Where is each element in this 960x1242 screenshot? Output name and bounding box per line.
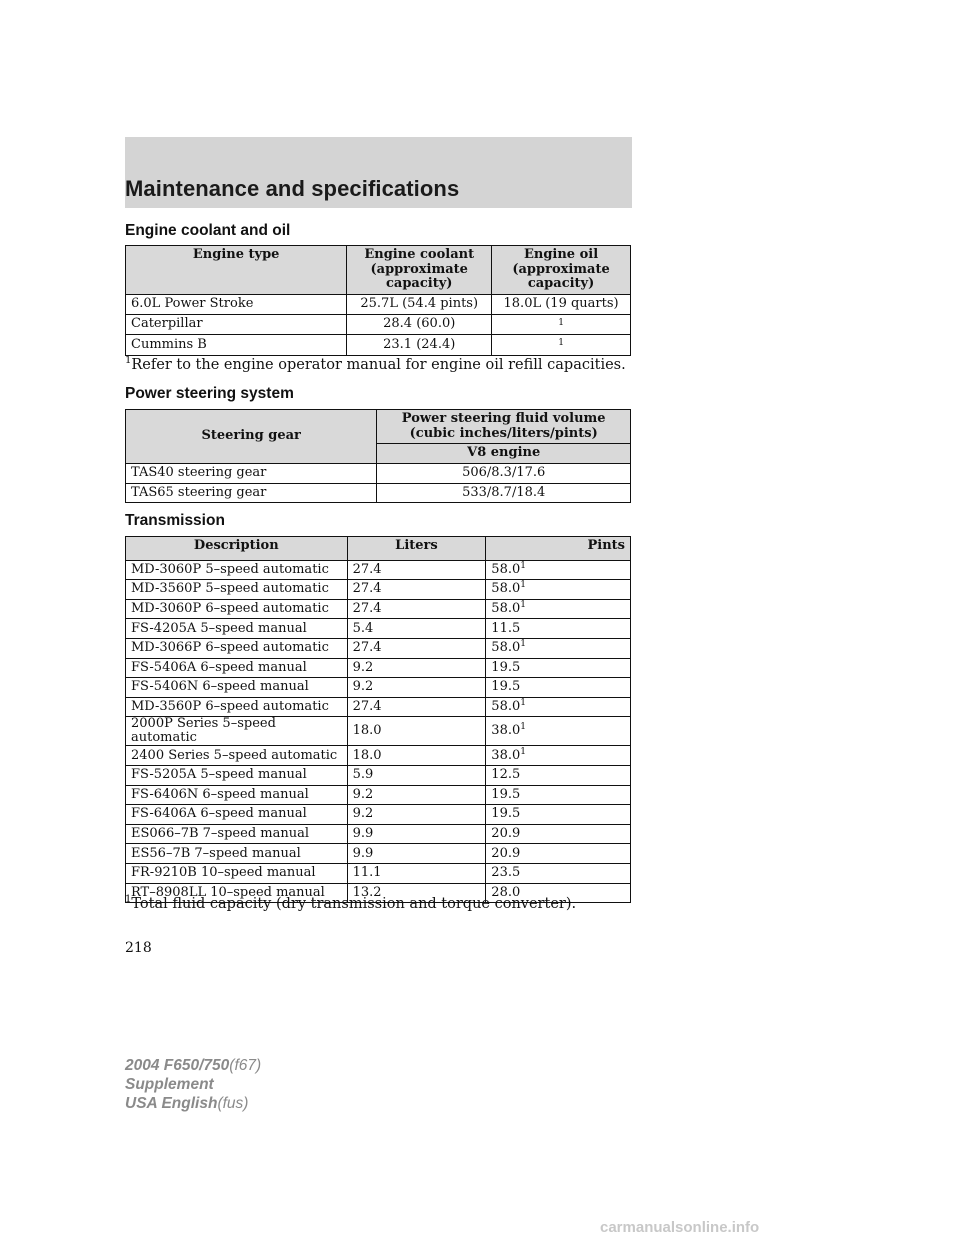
pints-value: 19.5 [491,806,521,822]
description-cell: FS-6406A 6–speed manual [126,805,348,825]
coolant-oil-table [125,245,631,356]
liters-cell: 13.2 [347,883,486,903]
footer-line-supplement [125,1075,261,1094]
footer-line-language [125,1094,261,1113]
footer-line-model [125,1056,261,1075]
description-cell: ES56–7B 7–speed manual [126,844,348,864]
description-cell: MD-3560P 6–speed automatic [126,697,348,717]
header-pints: Pints [486,537,631,561]
engine-type-cell: 6.0L Power Stroke [126,295,347,315]
table-row [126,785,631,805]
footer-supplement: Supplement [125,1076,214,1093]
liters-cell: 9.2 [347,785,486,805]
document-footer [125,1056,261,1113]
table-row [126,464,631,484]
table-row [126,560,631,580]
oil-capacity-cell [492,295,631,315]
pints-cell [486,619,631,639]
oil-capacity-cell [492,335,631,356]
steering-gear-cell: TAS65 steering gear [126,483,377,503]
liters-cell: 9.9 [347,844,486,864]
table-row [126,746,631,766]
pints-value: 58.0 [491,699,521,715]
oil-footnote-mark: 1 [558,338,564,349]
header-fluid-volume: Power steering fluid volume (cubic inches/liters/pints) [377,410,631,444]
liters-cell: 5.4 [347,619,486,639]
description-cell: MD-3060P 5–speed automatic [126,560,348,580]
liters-cell: 9.9 [347,824,486,844]
pints-value: 19.5 [491,786,521,802]
footnote-text: Refer to the engine operator manual for engine oil refill capacities. [131,357,626,373]
liters-cell: 5.9 [347,765,486,785]
header-liters: Liters [347,537,486,561]
engine-type-cell: Caterpillar [126,314,347,335]
pints-footnote-mark: 1 [520,746,526,757]
table-header-row [126,246,631,295]
table-row [126,314,631,335]
description-cell: FR-9210B 10–speed manual [126,863,348,883]
footnote-mark: 1 [125,355,132,366]
footnote-text: Total fluid capacity (dry transmission and torque converter). [131,896,577,912]
pints-value: 58.0 [491,581,521,597]
footer-model-code: (f67) [229,1057,262,1074]
footer-language: USA English [125,1095,218,1112]
table-row [126,824,631,844]
description-cell: MD-3066P 6–speed automatic [126,638,348,658]
liters-cell: 18.0 [347,746,486,766]
pints-cell [486,678,631,698]
pints-value: 19.5 [491,659,521,675]
pints-value: 38.0 [491,747,521,763]
pints-value: 23.5 [491,865,521,881]
pints-value: 19.5 [491,679,521,695]
pints-cell [486,599,631,619]
description-cell: FS-5406A 6–speed manual [126,658,348,678]
table-header-row [126,410,631,444]
footer-model: 2004 F650/750 [125,1057,230,1074]
table-row [126,483,631,503]
pints-value: 11.5 [491,620,521,636]
table-header-row [126,537,631,561]
description-cell: FS-5406N 6–speed manual [126,678,348,698]
pints-value: 58.0 [491,640,521,656]
pints-cell [486,580,631,600]
transmission-title: Transmission [125,512,225,529]
table-row [126,844,631,864]
liters-cell: 27.4 [347,638,486,658]
engine-type-cell: Cummins B [126,335,347,356]
pints-cell [486,824,631,844]
steering-gear-cell: TAS40 steering gear [126,464,377,484]
table-row [126,295,631,315]
pints-cell [486,658,631,678]
pints-value: 20.9 [491,826,521,842]
pints-cell [486,844,631,864]
header-engine-type: Engine type [126,246,347,295]
pints-value: 58.0 [491,601,521,617]
coolant-capacity-cell: 28.4 (60.0) [347,314,492,335]
table-row [126,619,631,639]
transmission-footnote [125,896,576,912]
description-cell: 2000P Series 5–speed automatic [126,717,348,746]
pints-cell [486,863,631,883]
header-description: Description [126,537,348,561]
header-steering-gear: Steering gear [126,410,377,464]
pints-footnote-mark: 1 [520,722,526,733]
watermark: carmanualsonline.info [600,1219,760,1236]
description-cell: FS-4205A 5–speed manual [126,619,348,639]
description-cell: MD-3560P 5–speed automatic [126,580,348,600]
footer-language-code: (fus) [217,1095,249,1112]
liters-cell: 18.0 [347,717,486,746]
coolant-capacity-cell: 23.1 (24.4) [347,335,492,356]
liters-cell: 11.1 [347,863,486,883]
pints-footnote-mark: 1 [520,600,526,611]
table-row [126,717,631,746]
transmission-table [125,536,631,903]
table-row [126,805,631,825]
liters-cell: 9.2 [347,805,486,825]
description-cell: MD-3060P 6–speed automatic [126,599,348,619]
page-number: 218 [125,940,152,956]
coolant-oil-footnote [125,357,626,373]
description-cell: ES066–7B 7–speed manual [126,824,348,844]
pints-footnote-mark: 1 [520,560,526,571]
table-row [126,678,631,698]
table-row [126,580,631,600]
liters-cell: 27.4 [347,697,486,717]
fluid-volume-cell: 533/8.7/18.4 [377,483,631,503]
fluid-volume-cell: 506/8.3/17.6 [377,464,631,484]
table-row [126,638,631,658]
description-cell: RT–8908LL 10–speed manual [126,883,348,903]
pints-footnote-mark: 1 [520,639,526,650]
liters-cell: 27.4 [347,599,486,619]
liters-cell: 27.4 [347,560,486,580]
liters-cell: 9.2 [347,658,486,678]
table-row [126,863,631,883]
table-row [126,697,631,717]
table-row [126,599,631,619]
pints-cell [486,746,631,766]
power-steering-title: Power steering system [125,385,294,402]
oil-capacity-cell [492,314,631,335]
pints-value: 20.9 [491,845,521,861]
pints-value: 12.5 [491,767,521,783]
pints-cell [486,717,631,746]
section-header-band [125,137,632,208]
pints-value: 58.0 [491,561,521,577]
pints-cell [486,765,631,785]
header-engine-coolant: Engine coolant (approximate capacity) [347,246,492,295]
pints-cell [486,785,631,805]
pints-footnote-mark: 1 [520,698,526,709]
power-steering-table [125,409,631,503]
pints-value: 38.0 [491,723,521,739]
pints-cell [486,697,631,717]
oil-footnote-mark: 1 [558,317,564,328]
pints-footnote-mark: 1 [520,580,526,591]
pints-cell [486,805,631,825]
oil-capacity-value: 18.0L (19 quarts) [503,296,619,312]
page-section-title: Maintenance and specifications [125,176,460,201]
header-engine-oil: Engine oil (approximate capacity) [492,246,631,295]
table-row [126,658,631,678]
description-cell: FS-5205A 5–speed manual [126,765,348,785]
pints-cell [486,560,631,580]
table-row [126,765,631,785]
header-v8-engine: V8 engine [377,444,631,464]
table-row [126,335,631,356]
liters-cell: 9.2 [347,678,486,698]
description-cell: FS-6406N 6–speed manual [126,785,348,805]
coolant-capacity-cell: 25.7L (54.4 pints) [347,295,492,315]
footnote-mark: 1 [125,894,132,905]
description-cell: 2400 Series 5–speed automatic [126,746,348,766]
coolant-oil-title: Engine coolant and oil [125,222,291,239]
pints-value: 28.0 [491,884,521,900]
pints-cell [486,638,631,658]
liters-cell: 27.4 [347,580,486,600]
